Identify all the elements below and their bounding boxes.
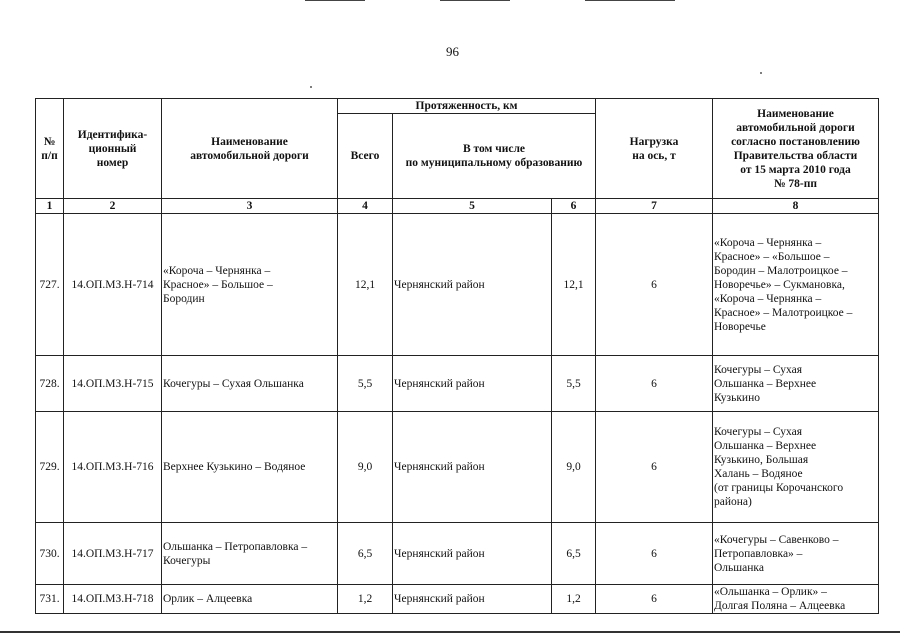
header-municipal <box>393 114 596 199</box>
scan-speck <box>760 72 762 74</box>
page-number: 96 <box>446 44 459 59</box>
municipal-length: 9,0 <box>552 412 596 523</box>
road-identifier: 14.ОП.МЗ.Н-716 <box>64 412 162 523</box>
road-name: Орлик – Алцеевка <box>162 585 338 614</box>
column-number: 1 <box>36 199 64 214</box>
road-identifier: 14.ОП.МЗ.Н-718 <box>64 585 162 614</box>
header-identifier-text: Идентифика- ционный номер <box>77 128 148 169</box>
column-numbers-row <box>36 199 879 214</box>
axle-load: 6 <box>596 214 713 356</box>
header-length-group <box>338 99 596 114</box>
row-number: 727. <box>36 214 64 356</box>
length-total: 5,5 <box>338 356 393 412</box>
table-row <box>36 412 879 523</box>
municipal-district: Чернянский район <box>393 214 552 356</box>
length-total: 12,1 <box>338 214 393 356</box>
row-number: 728. <box>36 356 64 412</box>
length-total: 1,2 <box>338 585 393 614</box>
column-number: 2 <box>64 199 162 214</box>
municipal-length: 6,5 <box>552 523 596 585</box>
decree-road-name: Кочегуры – Сухая Ольшанка – Верхнее Кузькино, Большая Халань – Водяное (от границы Корочанского района) <box>713 412 879 523</box>
header-number <box>36 99 64 199</box>
decree-road-name: «Кочегуры – Савенково – Петропавловка» – Ольшанка <box>713 523 879 585</box>
road-name: «Короча – Чернянка – Красное» – Большое – Бородин <box>162 214 338 356</box>
top-edge-line <box>440 0 510 1</box>
municipal-length: 12,1 <box>552 214 596 356</box>
table-row <box>36 523 879 585</box>
header-decree-name <box>713 99 879 199</box>
municipal-district: Чернянский район <box>393 523 552 585</box>
road-name: Верхнее Кузькино – Водяное <box>162 412 338 523</box>
municipal-length: 1,2 <box>552 585 596 614</box>
row-number: 731. <box>36 585 64 614</box>
header-road-name-text: Наименование автомобильной дороги <box>190 135 309 162</box>
column-number: 8 <box>713 199 879 214</box>
axle-load: 6 <box>596 412 713 523</box>
column-number: 4 <box>338 199 393 214</box>
road-name: Ольшанка – Петропавловка – Кочегуры <box>162 523 338 585</box>
municipal-district: Чернянский район <box>393 585 552 614</box>
road-name: Кочегуры – Сухая Ольшанка <box>162 356 338 412</box>
top-edge-line <box>305 0 365 1</box>
table-row <box>36 356 879 412</box>
header-total <box>338 114 393 199</box>
length-total: 6,5 <box>338 523 393 585</box>
axle-load: 6 <box>596 523 713 585</box>
header-axle-load <box>596 99 713 199</box>
axle-load: 6 <box>596 585 713 614</box>
column-number: 3 <box>162 199 338 214</box>
table-row <box>36 214 879 356</box>
length-total: 9,0 <box>338 412 393 523</box>
road-identifier: 14.ОП.МЗ.Н-714 <box>64 214 162 356</box>
header-total-text: Всего <box>350 150 380 162</box>
column-number: 6 <box>552 199 596 214</box>
axle-load: 6 <box>596 356 713 412</box>
road-identifier: 14.ОП.МЗ.Н-717 <box>64 523 162 585</box>
municipal-district: Чернянский район <box>393 412 552 523</box>
header-road-name <box>162 99 338 199</box>
header-municipal-text: В том числе по муниципальному образованию <box>405 143 583 169</box>
header-decree-name-text: Наименование автомобильной дороги согласно постановлению Правительства области от 15 марта 2010 года № 78-пп <box>731 107 860 190</box>
header-number-text: № п/п <box>41 135 58 162</box>
decree-road-name: «Ольшанка – Орлик» – Долгая Поляна – Алцеевка <box>713 585 879 614</box>
column-number: 5 <box>393 199 552 214</box>
municipal-length: 5,5 <box>552 356 596 412</box>
header-axle-load-text: Нагрузка на ось, т <box>629 135 679 162</box>
row-number: 729. <box>36 412 64 523</box>
bottom-edge-line <box>0 631 900 633</box>
decree-road-name: Кочегуры – Сухая Ольшанка – Верхнее Кузькино <box>713 356 879 412</box>
roads-table <box>35 98 879 614</box>
row-number: 730. <box>36 523 64 585</box>
top-edge-line <box>585 0 675 1</box>
road-identifier: 14.ОП.МЗ.Н-715 <box>64 356 162 412</box>
header-identifier <box>64 99 162 199</box>
header-row-1 <box>36 99 879 114</box>
scan-speck <box>310 86 312 88</box>
column-number: 7 <box>596 199 713 214</box>
table-row <box>36 585 879 614</box>
decree-road-name: «Короча – Чернянка – Красное» – «Большое – Бородин – Малотроицкое – Новоречье» – Сукмановка, «Короча – Чернянка – Красное» – Малотроицкое – Новоречье <box>713 214 879 356</box>
municipal-district: Чернянский район <box>393 356 552 412</box>
header-length-group-text: Протяженность, км <box>415 100 518 112</box>
